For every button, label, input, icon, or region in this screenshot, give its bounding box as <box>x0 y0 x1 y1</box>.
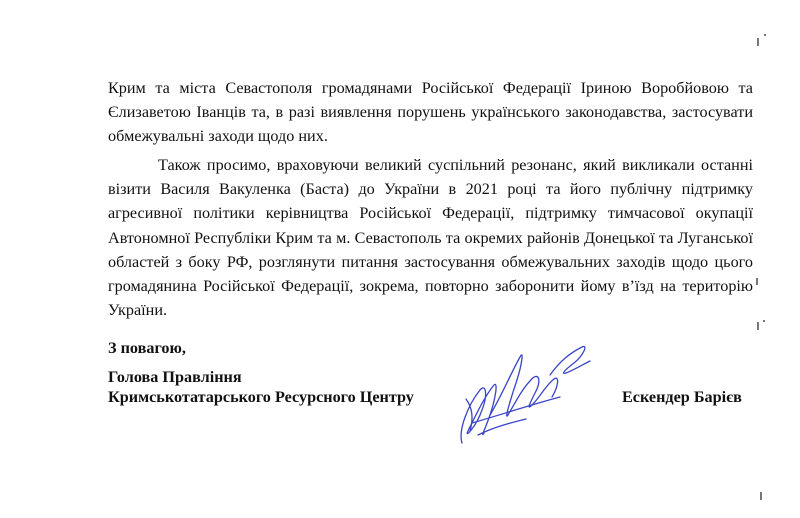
signer-name: Ескендер Барієв <box>622 388 742 406</box>
scan-mark <box>764 34 766 36</box>
body-paragraph-2: Також просимо, враховуючи великий суспільний резонанс, який викликали останні візити Василя Вакуленка (Баста) до України в 2021 році та його публічну підтримку агресивної політики керівництва Російської Федерації, підтримку тимчасової окупації Автономної Республіки Крим та м. Севастополь та окремих районів Донецької та Луганської областей з боку РФ, розглянути питання застосування обмежувальних заходів щодо цього громадянина Російської Федерації, зокрема, повторно заборонити йому в’їзд на територію України. <box>108 156 753 320</box>
scan-mark <box>760 492 762 500</box>
body-paragraph-1: Крим та міста Севастополя громадянами Російської Федерації Іриною Воробйовою та Єлизаветою Іванців та, в разі виявлення порушень українського законодавства, застосувати обмежувальні заходи щодо них. <box>108 79 753 146</box>
scan-mark <box>757 322 759 330</box>
scan-mark <box>756 278 758 285</box>
closing-regards: З повагою, <box>108 339 186 357</box>
signer-position-line-1: Голова Правління <box>108 368 242 386</box>
signer-position-line-2: Кримськотатарського Ресурсного Центру <box>108 388 414 406</box>
scan-mark <box>763 320 765 322</box>
handwritten-signature <box>450 335 600 455</box>
scan-mark <box>757 38 759 46</box>
